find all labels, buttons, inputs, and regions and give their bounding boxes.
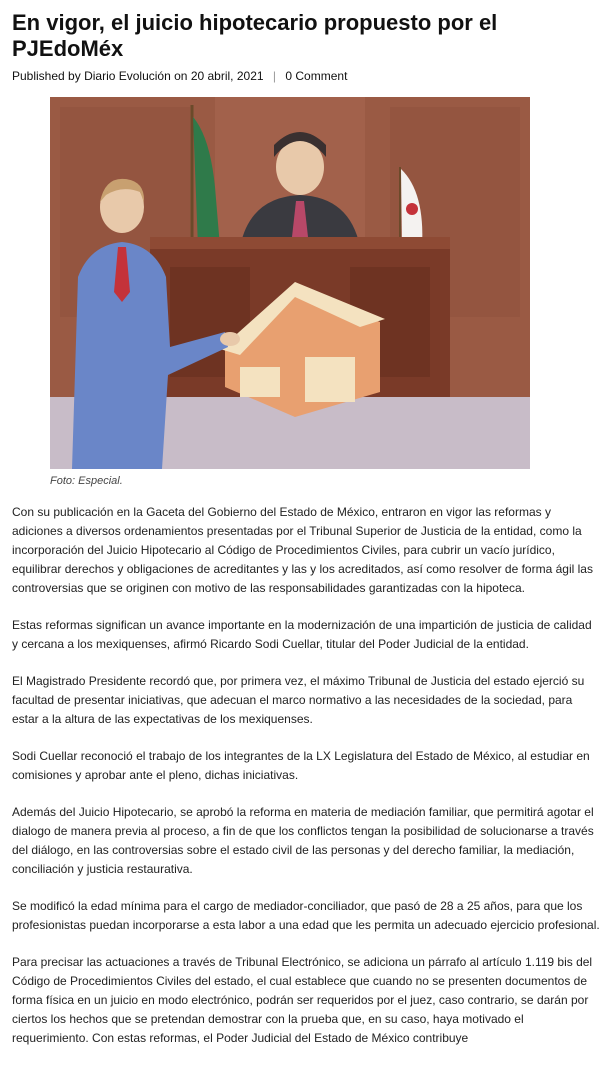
paragraph: Con su publicación en la Gaceta del Gobierno del Estado de México, entraron en vigor las reformas y adiciones a diversos ordenamientos presentadas por el Tribunal Superior de Justicia de la entidad, como la incorporación del Juicio Hipotecario al Código de Procedimientos Civiles, para cubrir un vacío jurídico, equilibrar derechos y obligaciones de acreditantes y las y los acreditados, así como resolver de forma ágil las controversias que se originen con motivo de las responsabilidades garantizadas con la hipoteca. bbox=[12, 505, 593, 595]
article-image bbox=[50, 97, 530, 469]
on-label: on bbox=[174, 69, 188, 83]
house-wall bbox=[305, 357, 355, 402]
paragraph: Se modificó la edad mínima para el cargo de mediador-conciliador, que pasó de 28 a 25 años, para que los profesionistas puedan incorporarse a esta labor a una edad que les permita un adecuado ejercicio profesional. bbox=[12, 899, 600, 932]
paragraph: Sodi Cuellar reconoció el trabajo de los integrantes de la LX Legislatura del Estado de México, al estudiar en comisiones y aprobar ante el pleno, dichas iniciativas. bbox=[12, 749, 590, 782]
paragraph: Además del Juicio Hipotecario, se aprobó la reforma en materia de mediación familiar, que permitirá agotar el dialogo de manera previa al proceso, a fin de que los conflictos tengan la posibilidad de solucionarse a través del diálogo, en las controversias sobre el estado civil de las personas y del derecho familiar, la mediación, conciliación y justicia restaurativa. bbox=[12, 805, 594, 876]
published-by-label: Published by bbox=[12, 69, 81, 83]
desk-top bbox=[150, 237, 450, 249]
author-link[interactable]: Diario Evolución bbox=[84, 69, 171, 83]
article-body bbox=[12, 503, 600, 1066]
house-wall bbox=[240, 367, 280, 397]
paragraph: Para precisar las actuaciones a través de Tribunal Electrónico, se adiciona un párrafo al artículo 1.119 bis del Código de Procedimientos Civiles del estado, el cual establece que cuando no se presenten documentos de forma física en un juicio en modo electrónico, podrán ser requeridos por el juez, caso contrario, se darán por ciertos los hechos que se pretendan demostrar con la prueba que, en su caso, haya motivado el requerimiento. Con estas reformas, el Poder Judicial del Estado de México contribuye bbox=[12, 955, 593, 1045]
comments-link[interactable]: 0 Comment bbox=[285, 69, 348, 83]
man-hand bbox=[220, 332, 240, 346]
meta-separator: | bbox=[272, 69, 277, 83]
judiciary-emblem bbox=[406, 203, 418, 215]
image-caption: Foto: Especial. bbox=[50, 475, 123, 487]
courtroom-illustration bbox=[50, 97, 530, 469]
paragraph: El Magistrado Presidente recordó que, por primera vez, el máximo Tribunal de Justicia del estado ejerció su facultad de presentar iniciativas, que adecuan el marco normativo a las necesidades de la sociedad, para estar a la altura de las expectativas de los mexiquenses. bbox=[12, 674, 585, 726]
publish-date: 20 abril, 2021 bbox=[190, 69, 264, 83]
paragraph: Estas reformas significan un avance importante en la modernización de una impartición de justicia de calidad y cercana a los mexiquenses, afirmó Ricardo Sodi Cuellar, titular del Poder Judicial de la entidad. bbox=[12, 618, 592, 651]
article-meta bbox=[12, 69, 347, 83]
article-title: En vigor, el juicio hipotecario propuesto por el PJEdoMéx bbox=[12, 10, 498, 61]
